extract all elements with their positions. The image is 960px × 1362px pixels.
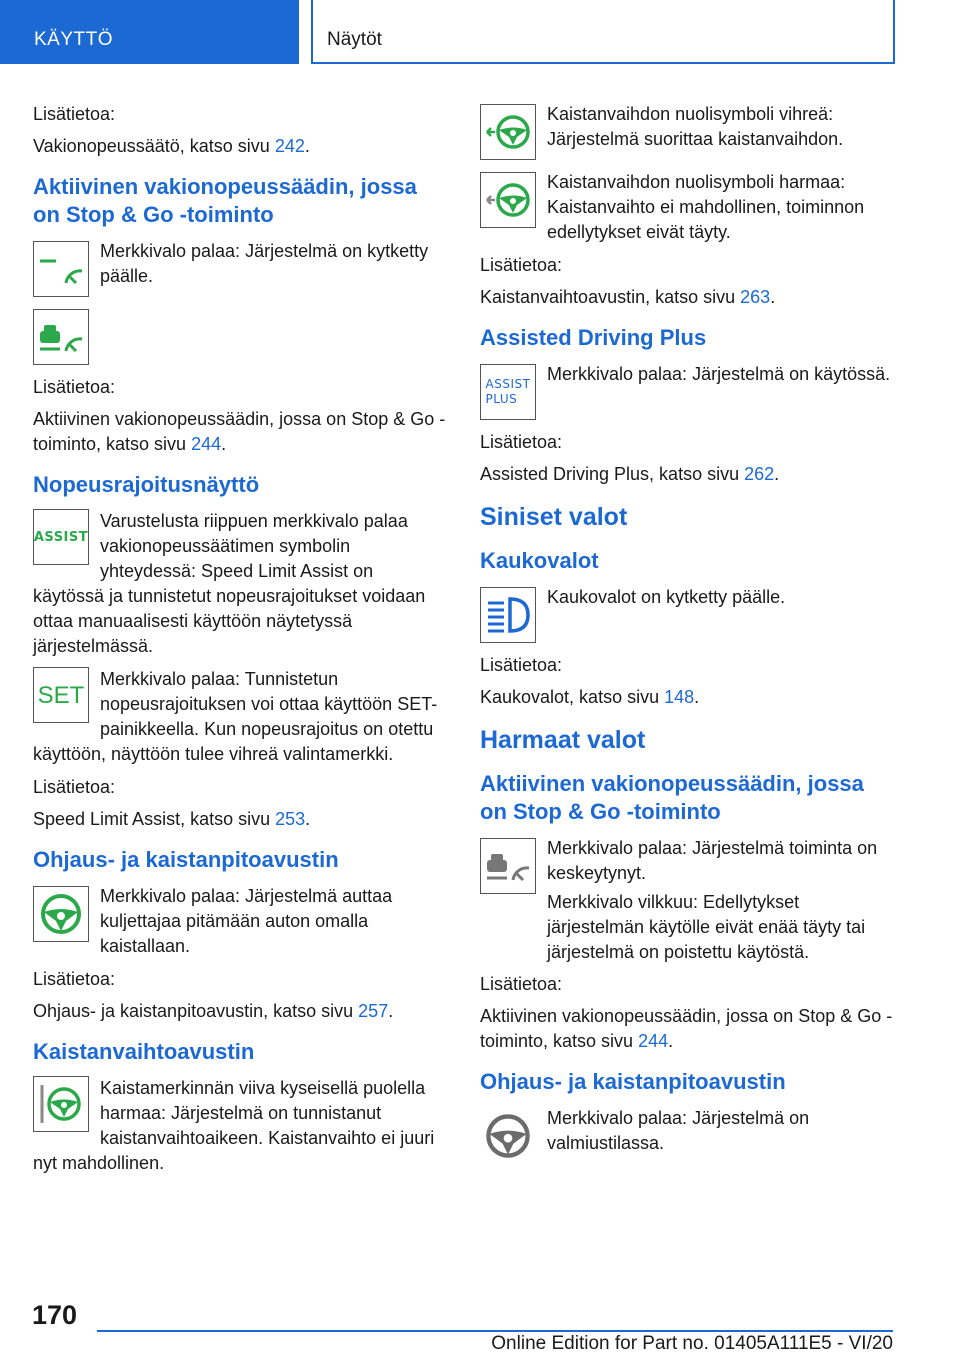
heading-assisted-driving: Assisted Driving Plus <box>480 325 707 350</box>
cruise-control-icon <box>33 241 89 297</box>
heading-steering-grey: Ohjaus- ja kaistanpitoavustin <box>480 1069 786 1094</box>
reference-text: Vakionopeussäätö, katso sivu 242. <box>33 136 310 156</box>
reference-text: Aktiivinen vakionopeussäädin, jossa on Stop & Go -toiminto, katso sivu 244. <box>480 1006 893 1051</box>
header-section <box>0 0 299 64</box>
info-label: Lisätietoa: <box>480 974 563 994</box>
info-label: Lisätietoa: <box>33 969 116 989</box>
indicator-item <box>480 102 894 162</box>
heading-blue-lights: Siniset valot <box>480 503 628 531</box>
heading-lane-change: Kaistanvaihtoavustin <box>33 1039 255 1064</box>
page-number: 170 <box>32 1300 78 1330</box>
left-column <box>33 102 447 1184</box>
lane-change-inactive-icon <box>480 172 536 228</box>
footer-divider <box>97 1330 893 1332</box>
info-label: Lisätietoa: <box>33 377 116 397</box>
heading-speed-limit: Nopeusrajoitusnäyttö <box>33 472 260 497</box>
cruise-control-grey-icon <box>480 838 536 894</box>
reference-text: Assisted Driving Plus, katso sivu 262. <box>480 464 780 484</box>
assist-icon: ASSIST <box>33 509 89 565</box>
indicator-text: Merkkivalo palaa: Tunnistetun nopeusrajoituksen voi ottaa käyttöön SET-painikkeella. Kun nopeusrajoitus on otettu käyttöön, näyttöön tulee vihreä valintamerkki. <box>33 669 438 764</box>
lane-change-icon <box>33 1076 89 1132</box>
heading-high-beam: Kaukovalot <box>480 548 599 573</box>
indicator-text: Merkkivalo palaa: Järjestelmä on kytketty päälle. <box>100 241 429 286</box>
page-link[interactable]: 253 <box>275 809 306 829</box>
indicator-item <box>33 307 447 367</box>
heading-steering: Ohjaus- ja kaistanpitoavustin <box>33 847 339 872</box>
indicator-item <box>33 884 447 959</box>
page-link[interactable]: 257 <box>358 1001 389 1021</box>
reference-text: Aktiivinen vakionopeussäädin, jossa on Stop & Go -toiminto, katso sivu 244. <box>33 409 446 454</box>
lane-change-active-icon <box>480 104 536 160</box>
heading-acc: Aktiivinen vakionopeussäädin, jossa on Stop & Go -toiminto <box>33 174 417 227</box>
cruise-control-vehicle-icon <box>33 309 89 365</box>
heading-acc-grey: Aktiivinen vakionopeussäädin, jossa on Stop & Go -toiminto <box>480 771 864 824</box>
reference-text: Ohjaus- ja kaistanpitoavustin, katso sivu 257. <box>33 1001 394 1021</box>
indicator-text: Kaistanvaihdon nuolisymboli vihreä: Järjestelmä suorittaa kaistanvaihdon. <box>547 104 844 149</box>
info-label: Lisätietoa: <box>33 777 116 797</box>
set-icon: SET <box>33 667 89 723</box>
info-label: Lisätietoa: <box>480 655 563 675</box>
reference-text: Kaukovalot, katso sivu 148. <box>480 687 700 707</box>
heading-grey-lights: Harmaat valot <box>480 726 646 754</box>
indicator-item <box>33 509 447 659</box>
info-label: Lisätietoa: <box>33 104 116 124</box>
indicator-text: Merkkivalo palaa: Järjestelmä on valmiustilassa. <box>547 1108 810 1153</box>
indicator-item <box>33 667 447 767</box>
footer-edition: Online Edition for Part no. 01405A111E5 - VI/20 <box>491 1333 893 1354</box>
indicator-text: Merkkivalo palaa: Järjestelmä on käytössä. <box>547 364 891 384</box>
info-label: Lisätietoa: <box>480 432 563 452</box>
steering-wheel-icon <box>33 886 89 942</box>
indicator-item <box>33 1076 447 1176</box>
indicator-text: Varustelusta riippuen merkkivalo palaa vakionopeussäätimen symbolin yhteydessä: Speed Limit Assist on käytössä ja tunnistetut nopeusrajoitukset voidaan ottaa manuaalisesti käyttöön näytetyssä järjestelmässä. <box>33 511 426 656</box>
indicator-text: Kaistanvaihdon nuolisymboli harmaa: Kaistanvaihto ei mahdollinen, toiminnon edellytykset eivät täyty. <box>547 172 865 242</box>
header-section-label: KÄYTTÖ <box>34 29 114 50</box>
indicator-item <box>480 836 894 886</box>
indicator-text: Kaistamerkinnän viiva kyseisellä puolella harmaa: Järjestelmä on tunnistanut kaistanvaihtoaikeen. Kaistanvaihto ei juuri nyt mahdollinen. <box>33 1078 435 1173</box>
indicator-item <box>33 239 447 299</box>
indicator-text: Merkkivalo vilkkuu: Edellytykset järjestelmän käytölle eivät enää täyty tai järjestelmä on poistettu käytöstä. <box>547 892 866 962</box>
indicator-item <box>480 170 894 245</box>
indicator-text: Merkkivalo palaa: Järjestelmä auttaa kuljettajaa pitämään auton omalla kaistallaan. <box>100 886 393 956</box>
page-link[interactable]: 244 <box>638 1031 669 1051</box>
page-link[interactable]: 244 <box>191 434 222 454</box>
right-column <box>480 102 894 1174</box>
steering-wheel-grey-icon <box>480 1108 536 1164</box>
header-chapter-label: Näytöt <box>327 29 382 50</box>
page-link[interactable]: 262 <box>744 464 775 484</box>
info-label: Lisätietoa: <box>480 255 563 275</box>
high-beam-icon <box>480 587 536 643</box>
page-link[interactable]: 242 <box>274 136 305 156</box>
indicator-item <box>480 362 894 422</box>
assist-plus-icon: ASSIST PLUS <box>480 364 536 420</box>
indicator-item <box>480 585 894 645</box>
reference-text: Speed Limit Assist, katso sivu 253. <box>33 809 311 829</box>
page-link[interactable]: 263 <box>740 287 771 307</box>
reference-text: Kaistanvaihtoavustin, katso sivu 263. <box>480 287 776 307</box>
indicator-text: Merkkivalo palaa: Järjestelmä toiminta on keskeytynyt. <box>547 838 878 883</box>
indicator-text: Kaukovalot on kytketty päälle. <box>547 587 786 607</box>
indicator-item <box>480 1106 894 1166</box>
page-link[interactable]: 148 <box>664 687 695 707</box>
header-chapter <box>311 0 895 64</box>
